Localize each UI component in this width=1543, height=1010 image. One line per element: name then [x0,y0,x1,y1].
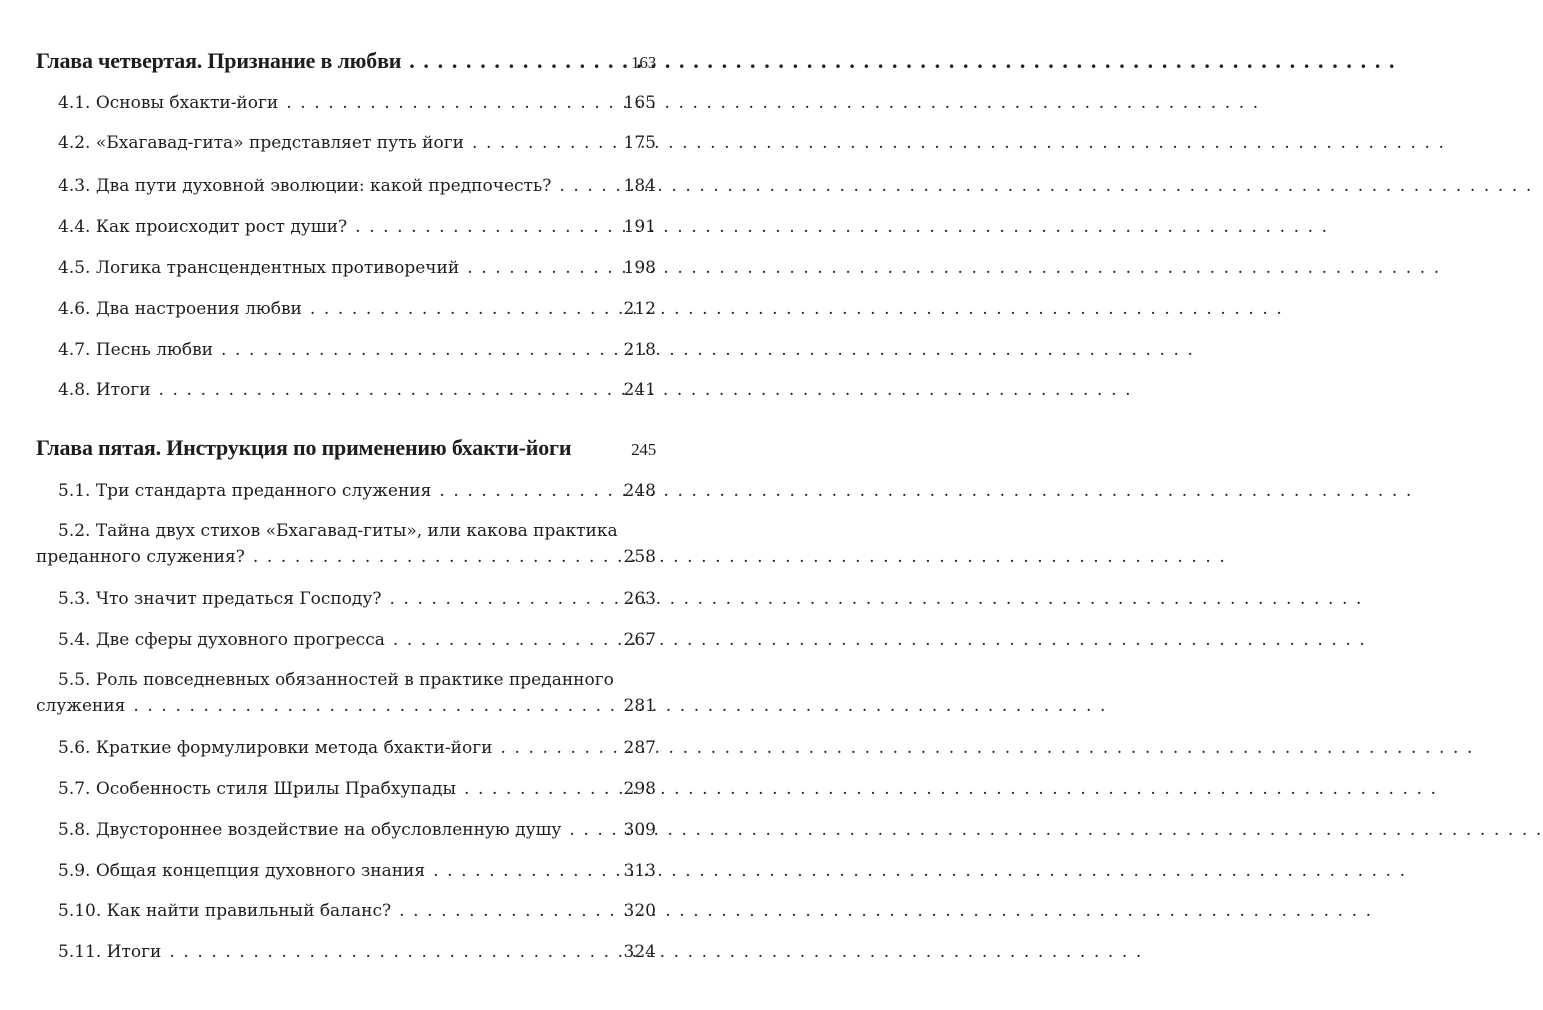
toc-section-4-7 [36,339,656,361]
toc-section-4-5 [36,257,656,279]
dot-leader [472,132,620,154]
section-title: 4.1. Основы бхакти-йоги [58,93,279,113]
toc-section-5-11 [36,941,656,963]
toc-chapter-5 [36,435,656,463]
toc-section-4-3 [36,175,656,197]
section-title: 4.5. Логика трансцендентных противоречий [58,258,460,278]
toc-section-5-5-line-1: 5.5. Роль повседневных обязанностей в практике преданного [58,670,614,690]
dot-leader [310,298,620,320]
book-page [0,0,700,1010]
dot-leader [221,339,620,361]
dot-leader [409,48,627,74]
page-number: 165 [623,93,656,113]
toc-section-4-4 [36,216,656,238]
section-title: 4.6. Два настроения любви [58,299,302,319]
dot-leader [169,941,619,963]
dot-leader [133,695,619,717]
section-title-continuation: преданного служения? [36,547,245,567]
toc-section-5-1 [36,480,656,502]
dot-leader [393,629,620,651]
section-title: 4.2. «Бхагавад-гита» представляет путь йоги [58,133,464,153]
dot-leader [355,216,619,238]
section-title: 5.6. Краткие формулировки метода бхакти-йоги [58,738,493,758]
page-number: 212 [623,299,656,319]
page-number: 287 [623,738,656,758]
chapter-title: Глава четвертая. Признание в любви [36,48,402,73]
toc-section-4-2 [36,132,656,154]
dot-leader [253,546,620,568]
page-number: 313 [623,861,656,881]
dot-leader [159,379,620,401]
page-number: 184 [623,176,656,196]
dot-leader [467,257,619,279]
dot-leader [464,778,620,800]
toc-section-5-3 [36,588,656,610]
page-number: 248 [623,481,656,501]
section-title: 5.10. Как найти правильный баланс? [58,901,392,921]
toc-section-4-1 [36,92,656,114]
toc-chapter-4 [36,48,656,76]
section-title: 4.3. Два пути духовной эволюции: какой предпочесть? [58,176,552,196]
page-number: 258 [623,547,656,567]
page-number: 263 [623,589,656,609]
page-number: 241 [623,380,656,400]
toc-section-5-6 [36,737,656,759]
section-title: 5.11. Итоги [58,942,162,962]
page-number: 324 [623,942,656,962]
toc-section-5-7 [36,778,656,800]
toc-section-5-9 [36,860,656,882]
page-number: 175 [623,133,656,153]
page-number: 245 [631,440,656,459]
toc-section-4-6 [36,298,656,320]
section-title: 5.8. Двустороннее воздействие на обусловленную душу [58,820,562,840]
page-number: 267 [623,630,656,650]
dot-leader [439,480,619,502]
toc-section-4-8 [36,379,656,401]
toc-section-5-4 [36,629,656,651]
section-title: 5.7. Особенность стиля Шрилы Прабхупады [58,779,456,799]
toc-section-5-10 [36,900,656,922]
dot-leader [433,860,619,882]
page-number: 320 [623,901,656,921]
page-number: 218 [623,340,656,360]
section-title: 4.4. Как происходит рост души? [58,217,348,237]
section-title: 4.7. Песнь любви [58,340,213,360]
page-number: 163 [631,53,656,72]
page-number: 309 [623,820,656,840]
section-title: 4.8. Итоги [58,380,151,400]
dot-leader [500,737,619,759]
dot-leader [390,588,620,610]
page-number: 198 [623,258,656,278]
page-number: 281 [623,696,656,716]
section-title: 5.1. Три стандарта преданного служения [58,481,432,501]
toc-section-5-2-line-2 [36,546,656,568]
dot-leader [399,900,619,922]
section-title: 5.4. Две сферы духовного прогресса [58,630,385,650]
dot-leader [569,819,619,841]
toc-section-5-5-line-2 [36,695,656,717]
page-number: 298 [623,779,656,799]
toc-section-5-8 [36,819,656,841]
dot-leader [286,92,619,114]
toc-section-5-2-line-1: 5.2. Тайна двух стихов «Бхагавад-гиты», или какова практика [58,521,618,541]
chapter-title: Глава пятая. Инструкция по применению бхакти-йоги [36,435,572,460]
dot-leader [559,175,619,197]
page-number: 191 [623,217,656,237]
section-title: 5.9. Общая концепция духовного знания [58,861,426,881]
section-title: 5.3. Что значит предаться Господу? [58,589,382,609]
section-title-continuation: служения [36,696,126,716]
